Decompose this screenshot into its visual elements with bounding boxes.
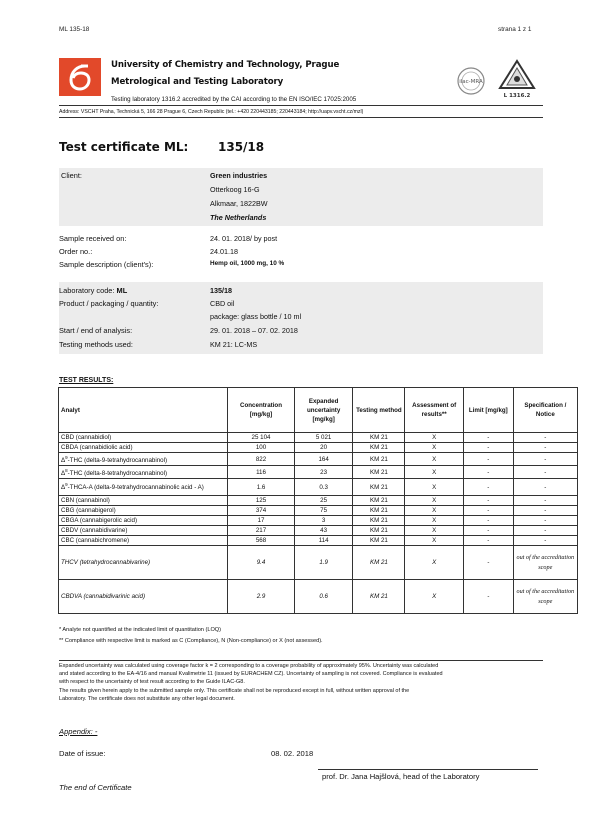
spec-cell: - xyxy=(513,443,577,453)
footnote-compliance: ** Compliance with respective limit is marked as C (Compliance), N (Non-compliance) or X (not assessed). xyxy=(59,638,323,644)
table-row xyxy=(59,526,578,536)
concentration-cell: 217 xyxy=(228,526,295,536)
client-name: Green industries xyxy=(210,171,268,180)
order-value: 24.01.18 xyxy=(210,247,238,256)
ilac-logo xyxy=(452,66,490,96)
spec-cell: - xyxy=(513,466,577,479)
client-band xyxy=(59,168,543,226)
assessment-cell: X xyxy=(405,516,464,526)
concentration-cell: 822 xyxy=(228,453,295,466)
table-row xyxy=(59,506,578,516)
results-table xyxy=(58,387,578,614)
client-country: The Netherlands xyxy=(210,213,267,222)
analyte-cell: $\Delta^8$-THC (delta-8-tetrahydrocannabinol) xyxy=(59,466,228,479)
certificate-title: Test certificate ML: xyxy=(59,140,189,154)
issue-date-label: Date of issue: xyxy=(59,749,106,758)
method-cell: KM 21 xyxy=(353,506,405,516)
concentration-cell: 1.6 xyxy=(228,479,295,496)
col-method: Testing method xyxy=(353,388,405,433)
issue-date-value: 08. 02. 2018 xyxy=(271,749,314,758)
col-analyte: Analyt xyxy=(59,388,228,433)
analyte-cell: CBDA (cannabidiolic acid) xyxy=(59,443,228,453)
received-label: Sample received on: xyxy=(59,234,127,243)
table-row xyxy=(59,536,578,546)
analysis-value: 29. 01. 2018 – 07. 02. 2018 xyxy=(210,326,298,335)
assessment-cell: X xyxy=(405,479,464,496)
address: Address: VSCHT Praha, Technická 5, 166 28 Prague 6, Czech Republic (tel.: +420 220443185; 220443184; http://uapv.vscht.cz/mzl) xyxy=(59,109,364,115)
uncertainty-cell: 0.3 xyxy=(294,479,353,496)
col-limit: Limit [mg/kg] xyxy=(464,388,514,433)
university-logo xyxy=(59,58,101,96)
document-id: ML 135-18 xyxy=(59,26,90,33)
spec-cell: out of the accreditation scope xyxy=(513,546,577,580)
assessment-cell: X xyxy=(405,536,464,546)
disclaimer-line: with respect to the uncertainty of test result according to the Guide ILAC-G8. xyxy=(59,679,245,686)
uncertainty-cell: 43 xyxy=(294,526,353,536)
analyte-cell: CBG (cannabigerol) xyxy=(59,506,228,516)
uncertainty-cell: 5 021 xyxy=(294,433,353,443)
method-cell: KM 21 xyxy=(353,466,405,479)
limit-cell: - xyxy=(464,479,514,496)
client-street: Otterkoog 16-G xyxy=(210,185,260,194)
assessment-cell: X xyxy=(405,546,464,580)
disclaimer-line: Laboratory. The certificate does not substitute any other legal document. xyxy=(59,695,235,702)
table-row xyxy=(59,453,578,466)
institution-name: University of Chemistry and Technology, Prague xyxy=(111,60,340,70)
disclaimer-divider xyxy=(59,660,543,661)
signatory: prof. Dr. Jana Hajšlová, head of the Laboratory xyxy=(322,772,480,781)
accreditation-statement: Testing laboratory 1316.2 accredited by the CAI according to the EN ISO/IEC 17025:2005 xyxy=(111,96,357,103)
cai-accreditation-logo xyxy=(496,58,538,100)
analyte-cell: CBD (cannabidiol) xyxy=(59,433,228,443)
laboratory-name: Metrological and Testing Laboratory xyxy=(111,77,284,87)
methods-label: Testing methods used: xyxy=(59,340,133,349)
assessment-cell: X xyxy=(405,496,464,506)
uncertainty-cell: 164 xyxy=(294,453,353,466)
analyte-cell: CBN (cannabinol) xyxy=(59,496,228,506)
col-uncertainty: Expanded uncertainty [mg/kg] xyxy=(294,388,353,433)
table-row xyxy=(59,496,578,506)
analyte-cell: CBGA (cannabigerolic acid) xyxy=(59,516,228,526)
table-row xyxy=(59,479,578,496)
results-heading: TEST RESULTS: xyxy=(59,377,114,384)
limit-cell: - xyxy=(464,536,514,546)
limit-cell: - xyxy=(464,546,514,580)
method-cell: KM 21 xyxy=(353,453,405,466)
assessment-cell: X xyxy=(405,433,464,443)
product-value: CBD oil xyxy=(210,299,235,308)
concentration-cell: 116 xyxy=(228,466,295,479)
analyte-cell: $\Delta^9-THCA-A$ (delta-9-tetrahydrocannabinolic acid - A) xyxy=(59,479,228,496)
table-header-row xyxy=(59,388,578,433)
spec-cell: - xyxy=(513,433,577,443)
appendix: Appendix: - xyxy=(59,727,98,736)
concentration-cell: 568 xyxy=(228,536,295,546)
uncertainty-cell: 20 xyxy=(294,443,353,453)
header-divider xyxy=(59,105,543,106)
concentration-cell: 374 xyxy=(228,506,295,516)
client-label: Client: xyxy=(61,171,82,180)
signature-line xyxy=(318,769,538,770)
table-row xyxy=(59,466,578,479)
limit-cell: - xyxy=(464,496,514,506)
limit-cell: - xyxy=(464,466,514,479)
page-number: strana 1 z 1 xyxy=(498,26,532,33)
assessment-cell: X xyxy=(405,526,464,536)
spec-cell: - xyxy=(513,526,577,536)
limit-cell: - xyxy=(464,433,514,443)
spec-cell: - xyxy=(513,479,577,496)
limit-cell: - xyxy=(464,506,514,516)
disclaimer-line: The results given herein apply to the submitted sample only. This certificate shall not be reproduced except in full, without written approval of the xyxy=(59,687,410,694)
analyte-cell: CBDV (cannabidivarine) xyxy=(59,526,228,536)
analyte-cell: THCV (tetrahydrocannabivarine) xyxy=(59,546,228,580)
uncertainty-cell: 75 xyxy=(294,506,353,516)
assessment-cell: X xyxy=(405,580,464,614)
footnote-loq: * Analyte not quantified at the indicated limit of quantitation (LOQ) xyxy=(59,627,222,633)
spec-cell: - xyxy=(513,506,577,516)
assessment-cell: X xyxy=(405,466,464,479)
uncertainty-cell: 23 xyxy=(294,466,353,479)
description-label: Sample description (client's): xyxy=(59,260,154,269)
method-cell: KM 21 xyxy=(353,496,405,506)
description-value: Hemp oil, 1000 mg, 10 % xyxy=(210,260,285,267)
ilac-text: ilac-MRA xyxy=(459,79,483,85)
product-label: Product / packaging / quantity: xyxy=(59,299,159,308)
disclaimer xyxy=(59,662,549,703)
package-value: package: glass bottle / 10 ml xyxy=(210,312,302,321)
analyte-cell: CBC (cannabichromene) xyxy=(59,536,228,546)
methods-value: KM 21: LC-MS xyxy=(210,340,258,349)
table-row xyxy=(59,433,578,443)
disclaimer-line: Expanded uncertainty was calculated using coverage factor k = 2 corresponding to a coverage probability of approximately 95%. Uncertainty was calculated xyxy=(59,663,439,669)
address-divider xyxy=(59,117,543,118)
results-table-wrap xyxy=(58,387,578,614)
assessment-cell: X xyxy=(405,506,464,516)
assessment-cell: X xyxy=(405,453,464,466)
cai-text: L 1316.2 xyxy=(503,93,531,99)
table-row xyxy=(59,580,578,614)
table-row xyxy=(59,516,578,526)
received-value: 24. 01. 2018/ by post xyxy=(210,234,278,243)
spec-cell: - xyxy=(513,516,577,526)
spec-cell: - xyxy=(513,453,577,466)
order-label: Order no.: xyxy=(59,247,93,256)
limit-cell: - xyxy=(464,453,514,466)
table-row xyxy=(59,546,578,580)
uncertainty-cell: 0.6 xyxy=(294,580,353,614)
disclaimer-line: and stated according to the EA-4/16 and manual Kvalimetrie 11 (issued by EURACHEM CZ). Uncertainty of sampling is not covered. Compliance is evaluated xyxy=(59,671,443,678)
method-cell: KM 21 xyxy=(353,536,405,546)
concentration-cell: 9.4 xyxy=(228,546,295,580)
method-cell: KM 21 xyxy=(353,526,405,536)
col-assessment: Assessment of results** xyxy=(405,388,464,433)
assessment-cell: X xyxy=(405,443,464,453)
method-cell: KM 21 xyxy=(353,433,405,443)
concentration-cell: 125 xyxy=(228,496,295,506)
method-cell: KM 21 xyxy=(353,516,405,526)
uncertainty-cell: 114 xyxy=(294,536,353,546)
method-cell: KM 21 xyxy=(353,546,405,580)
method-cell: KM 21 xyxy=(353,580,405,614)
client-city: Alkmaar, 1822BW xyxy=(210,199,268,208)
concentration-cell: 100 xyxy=(228,443,295,453)
limit-cell: - xyxy=(464,443,514,453)
concentration-cell: 17 xyxy=(228,516,295,526)
lab-code-label: Laboratory code: ML xyxy=(59,286,128,295)
spec-cell: - xyxy=(513,536,577,546)
method-cell: KM 21 xyxy=(353,479,405,496)
lab-code-value: 135/18 xyxy=(210,286,232,295)
end-of-certificate: The end of Certificate xyxy=(59,783,132,792)
col-spec: Specification / Notice xyxy=(513,388,577,433)
concentration-cell: 2.9 xyxy=(228,580,295,614)
limit-cell: - xyxy=(464,526,514,536)
col-concentration: Concentration [mg/kg] xyxy=(228,388,295,433)
method-cell: KM 21 xyxy=(353,443,405,453)
table-row xyxy=(59,443,578,453)
spec-cell: - xyxy=(513,496,577,506)
certificate-number: 135/18 xyxy=(218,140,265,154)
spec-cell: out of the accreditation scope xyxy=(513,580,577,614)
uncertainty-cell: 25 xyxy=(294,496,353,506)
uncertainty-cell: 3 xyxy=(294,516,353,526)
analyte-cell: CBDVA (cannabidivarinic acid) xyxy=(59,580,228,614)
limit-cell: - xyxy=(464,580,514,614)
analyte-cell: $\Delta^9$-THC (delta-9-tetrahydrocannabinol) xyxy=(59,453,228,466)
limit-cell: - xyxy=(464,516,514,526)
concentration-cell: 25 104 xyxy=(228,433,295,443)
uncertainty-cell: 1.9 xyxy=(294,546,353,580)
analysis-label: Start / end of analysis: xyxy=(59,326,133,335)
